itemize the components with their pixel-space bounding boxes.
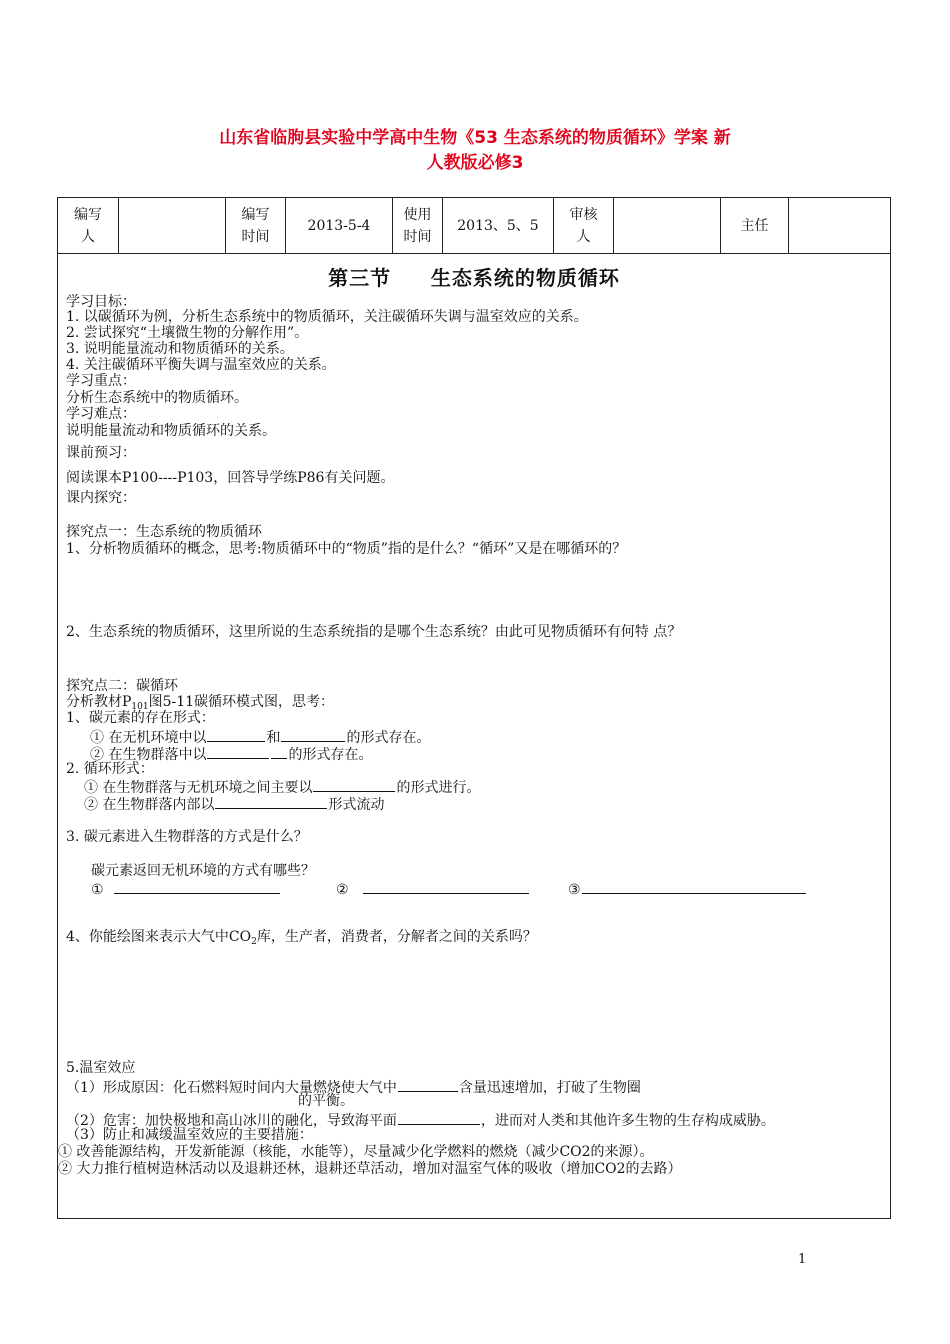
answer-blank[interactable] [398, 1077, 458, 1092]
return-answer-1: ① [91, 879, 281, 899]
answer-blank[interactable] [215, 794, 327, 809]
preview-text: 阅读课本P100----P103，回答导学练P86有关问题。 [66, 470, 395, 486]
info-row [58, 198, 890, 254]
answer-blank[interactable] [207, 744, 269, 759]
return-answer-2: ② [336, 879, 530, 899]
author-value [119, 198, 226, 253]
measure-item-2: ② 大力推行植树造林活动以及退耕还林，退耕还草活动，增加对温室气体的吸收（增加CO2的去路） [58, 1161, 682, 1177]
measure-item-1: ① 改善能源结构，开发新能源（核能，水能等），尽量减少化学燃料的燃烧（减少CO2的来源）。 [58, 1144, 654, 1160]
director-label: 主任 [721, 198, 789, 253]
cycle-item-2: ② 在生物群落内部以 形式流动 [84, 794, 384, 814]
carbon-form-heading: 1、碳元素的存在形式： [66, 710, 215, 726]
measures-heading: （3）防止和减缓温室效应的主要措施： [66, 1127, 313, 1143]
use-date-label: 使用 时间 [393, 198, 443, 253]
goal-item: 3. 说明能量流动和物质循环的关系。 [66, 341, 294, 357]
key-point-heading: 学习重点： [66, 373, 136, 389]
reviewer-value [614, 198, 721, 253]
return-question: 碳元素返回无机环境的方式有哪些？ [91, 863, 315, 879]
goal-item: 1. 以碳循环为例，分析生态系统中的物质循环，关注碳循环失调与温室效应的关系。 [66, 309, 588, 325]
inquiry2-question-4: 4、你能绘图来表示大气中$CO_2$库，生产者，消费者，分解者之间的关系吗？ [66, 929, 537, 947]
inquiry1-question-1: 1、分析物质循环的概念，思考:物质循环中的“物质”指的是什么？“循环”又是在哪循环的？ [66, 541, 627, 557]
answer-blank[interactable] [207, 727, 265, 742]
page-number: 1 [798, 1252, 807, 1267]
inquiry2-question-3: 3. 碳元素进入生物群落的方式是什么？ [66, 829, 308, 845]
date-label: 编写 时间 [226, 198, 286, 253]
key-point-text: 分析生态系统中的物质循环。 [66, 390, 248, 406]
cycle-heading: 2. 循环形式： [66, 761, 154, 777]
greenhouse-cause-cont: 的平衡。 [298, 1093, 354, 1109]
answer-blank[interactable] [281, 727, 345, 742]
answer-blank[interactable] [363, 879, 529, 894]
answer-blank[interactable] [114, 879, 280, 894]
worksheet-table [57, 197, 891, 1219]
answer-blank[interactable] [313, 777, 395, 792]
answer-blank[interactable] [398, 1110, 480, 1125]
reviewer-label: 审核 人 [554, 198, 614, 253]
answer-blank[interactable] [582, 879, 806, 894]
title-line-1: 山东省临朐县实验中学高中生物《53 生态系统的物质循环》学案 新 [219, 128, 731, 148]
preview-heading: 课前预习： [66, 445, 136, 461]
greenhouse-heading: 5.温室效应 [66, 1060, 136, 1076]
class-inquiry-heading: 课内探究： [66, 490, 136, 506]
difficulty-heading: 学习难点： [66, 406, 136, 422]
title-line-2: 人教版必修3 [426, 153, 524, 173]
goals-heading: 学习目标： [66, 294, 136, 310]
greenhouse-cause: （1）形成原因：化石燃料短时间内大量燃烧使大气中 含量迅速增加，打破了生物圈 [66, 1077, 641, 1097]
carbon-form-item-1: ① 在无机环境中以 和 的形式存在。 [90, 727, 430, 747]
use-date-value: 2013、5、5 [443, 198, 554, 253]
inquiry2-heading: 探究点二：碳循环 [66, 678, 178, 694]
date-value: 2013-5-4 [286, 198, 393, 253]
goal-item: 2. 尝试探究“土壤微生物的分解作用”。 [66, 325, 309, 341]
carbon-form-item-2: ② 在生物群落中以 的形式存在。 [90, 744, 372, 764]
answer-blank[interactable] [271, 744, 287, 759]
greenhouse-harm: （2）危害：加快极地和高山冰川的融化，导致海平面 ，进而对人类和其他许多生物的生存构成威胁。 [66, 1110, 775, 1130]
cycle-item-1: ① 在生物群落与无机环境之间主要以 的形式进行。 [84, 777, 480, 797]
difficulty-text: 说明能量流动和物质循环的关系。 [66, 423, 276, 439]
inquiry2-intro: 分析教材$P_{101}$图5-11碳循环模式图，思考： [66, 694, 335, 712]
return-answer-3: ③ [568, 879, 807, 899]
goal-item: 4. 关注碳循环平衡失调与温室效应的关系。 [66, 357, 336, 373]
inquiry1-heading: 探究点一：生态系统的物质循环 [66, 524, 262, 540]
director-value [789, 198, 890, 253]
inquiry1-question-2: 2、生态系统的物质循环，这里所说的生态系统指的是哪个生态系统？由此可见物质循环有何特 点？ [66, 624, 682, 640]
document-title [100, 126, 850, 176]
section-title: 第三节 生态系统的物质循环 [328, 266, 620, 290]
author-label: 编写 人 [58, 198, 119, 253]
